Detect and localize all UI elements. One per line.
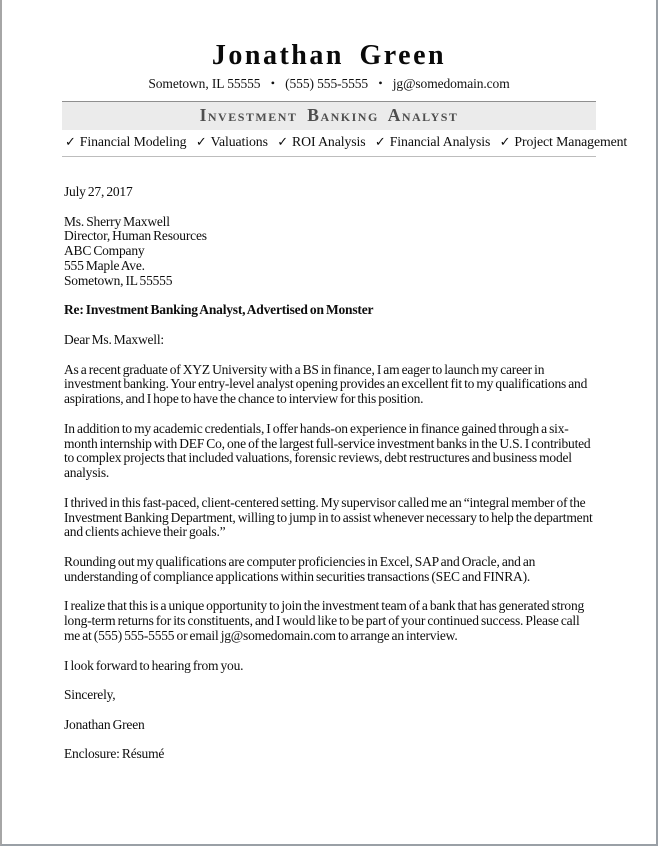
letterhead — [62, 40, 628, 157]
recipient-address-line: 555 Maple Ave. — [64, 257, 145, 273]
bullet-separator-icon: • — [270, 76, 275, 90]
skill-item — [65, 134, 186, 149]
recipient-address-line: ABC Company — [64, 243, 145, 259]
valediction: Sincerely, — [64, 687, 116, 703]
skill-item — [375, 134, 490, 149]
skill-label: Valuations — [210, 134, 268, 149]
body-paragraphs — [64, 363, 594, 674]
job-title-banner — [62, 101, 596, 130]
salutation: Dear Ms. Maxwell: — [64, 331, 164, 347]
recipient-address-line: Sometown, IL 55555 — [64, 272, 173, 288]
recipient-address-line: Director, Human Resources — [64, 228, 207, 244]
enclosure-line: Enclosure: Résumé — [64, 746, 165, 762]
candidate-name: Jonathan Green — [211, 40, 447, 71]
contact-location: Sometown, IL 55555 — [148, 76, 261, 91]
body-paragraph: As a recent graduate of XYZ University with a BS in finance, I am eager to launch my career in investment banking. Your entry-level analyst opening provides an excellent fit to my qualifications and aspirations, and I hope to have the chance to interview for this position. — [64, 361, 588, 407]
skill-item — [277, 134, 365, 149]
job-title: Investment Banking Analyst — [199, 105, 459, 125]
letter-body — [62, 185, 596, 762]
body-paragraph: In addition to my academic credentials, I offer hands-on experience in finance gained through a six-month internship with DEF Co, one of the largest full-service investment banks in the U.S. I contributed to complex projects that included valuations, forensic reviews, debt restructures and business model analysis. — [64, 420, 591, 481]
skill-label: Financial Analysis — [389, 134, 491, 149]
signature-name: Jonathan Green — [64, 716, 145, 732]
skill-label: ROI Analysis — [292, 134, 366, 149]
body-paragraph: I thrived in this fast-paced, client-centered setting. My supervisor called me an “integral member of the Investment Banking Department, willing to jump in to assist whenever necessary to help the department and clients achieve their goals.” — [64, 494, 593, 540]
checkmark-icon: ✓ — [499, 134, 511, 149]
body-paragraph: I look forward to hearing from you. — [64, 657, 244, 673]
skills-line — [62, 130, 628, 157]
checkmark-icon: ✓ — [195, 134, 207, 149]
checkmark-icon: ✓ — [374, 134, 386, 149]
body-paragraph: Rounding out my qualifications are computer proficiencies in Excel, SAP and Oracle, and an understanding of compliance applications within securities transactions (SEC and FINRA). — [64, 553, 536, 584]
skill-label: Financial Modeling — [79, 134, 187, 149]
letter-date: July 27, 2017 — [64, 184, 133, 199]
skill-item — [500, 134, 628, 149]
contact-phone: (555) 555-5555 — [285, 76, 369, 91]
recipient-address-line: Ms. Sherry Maxwell — [64, 213, 170, 229]
checkmark-icon: ✓ — [65, 134, 76, 149]
skill-label: Project Management — [514, 134, 628, 149]
body-paragraph: I realize that this is a unique opportunity to join the investment team of a bank that has generated strong long-term returns for its constituents, and I would like to be part of your continued success. Please call me at (555) 555-5555 or email jg@somedomain.com to arrange an interview. — [64, 598, 585, 643]
contact-line — [62, 76, 596, 92]
skill-item — [196, 134, 268, 149]
recipient-address — [64, 215, 594, 289]
subject-line: Re: Investment Banking Analyst, Advertised on Monster — [64, 302, 374, 318]
checkmark-icon: ✓ — [277, 134, 289, 149]
contact-email: jg@somedomain.com — [392, 76, 510, 91]
bullet-separator-icon: • — [378, 76, 383, 90]
